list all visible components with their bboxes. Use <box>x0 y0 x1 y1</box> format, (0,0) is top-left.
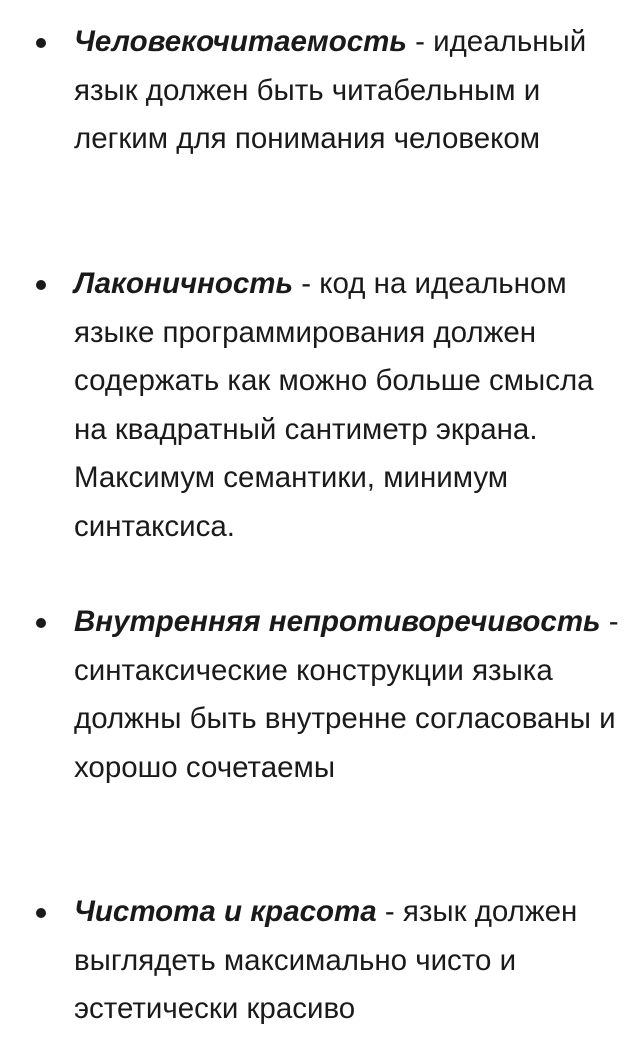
list-item-term: Чистота и красота <box>74 895 377 928</box>
bullet-dot <box>36 908 46 918</box>
list-item-text <box>74 888 619 1034</box>
bullet-dot <box>36 280 46 290</box>
list-item-term: Лаконичность <box>74 267 294 300</box>
list-item-text <box>74 260 619 551</box>
list-item-term: Человекочитаемость <box>74 25 407 58</box>
list-item-description: - код на идеальном языке программирования должен содержать как можно больше смысла на квадратный сантиметр экрана. Максимум семантики, минимум синтаксиса. <box>74 267 594 543</box>
list-item-description: - синтаксические конструкции языка должны быть внутренне согласованы и хорошо сочетаемы <box>74 605 619 784</box>
list-item-text <box>74 18 619 164</box>
list-item-description: - идеальный язык должен быть читабельным и легким для понимания человеком <box>74 25 587 155</box>
bullet-dot <box>36 618 46 628</box>
list-item-text <box>74 598 619 792</box>
list-item-description: - язык должен выглядеть максимально чисто и эстетически красиво <box>74 895 578 1025</box>
bullet-dot <box>36 38 46 48</box>
list-item-term: Внутренняя непротиворечивость <box>74 605 601 638</box>
